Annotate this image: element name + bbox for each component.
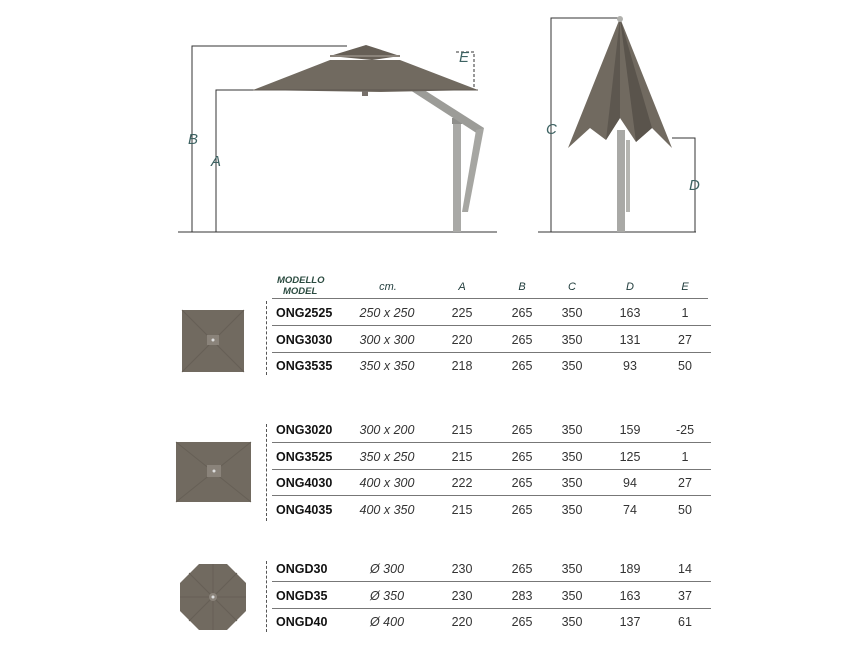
cell-d: 163 <box>619 588 641 603</box>
cell-a: 215 <box>451 449 473 464</box>
cell-b: 265 <box>511 502 533 517</box>
rectangle-canopy-thumbnail <box>175 441 252 503</box>
cell-size: 300 x 300 <box>359 332 415 347</box>
label-c: C <box>546 121 557 138</box>
cell-e: 27 <box>678 332 692 347</box>
cell-size: Ø 300 <box>369 562 405 576</box>
cell-d: 137 <box>619 615 641 629</box>
header-a: A <box>458 281 466 293</box>
cell-e: 50 <box>678 502 692 517</box>
row-divider <box>272 325 711 326</box>
cell-c: 350 <box>561 615 583 629</box>
cell-size: 400 x 300 <box>359 476 415 490</box>
cell-size: 250 x 250 <box>359 306 415 320</box>
cell-model: ONG4030 <box>276 476 333 490</box>
cell-d: 125 <box>619 449 641 464</box>
cell-b: 265 <box>511 332 533 347</box>
cell-a: 222 <box>451 476 473 490</box>
header-b: B <box>518 281 526 293</box>
label-e: E <box>459 49 470 66</box>
cell-size: Ø 350 <box>369 588 405 603</box>
cell-model: ONG3535 <box>276 359 333 373</box>
cell-b: 265 <box>511 476 533 490</box>
cell-a: 215 <box>451 423 473 437</box>
header-model: MODELLO MODEL <box>277 275 325 297</box>
cell-d: 94 <box>623 476 637 490</box>
square-canopy-thumbnail <box>181 309 245 373</box>
cell-e: 1 <box>681 449 689 464</box>
cell-c: 350 <box>561 562 583 576</box>
cell-e: 27 <box>678 476 692 490</box>
cell-c: 350 <box>561 359 583 373</box>
cell-size: 400 x 350 <box>359 502 415 517</box>
umbrella-canopy <box>253 60 478 92</box>
cell-size: 300 x 200 <box>359 423 415 437</box>
cell-model: ONG4035 <box>276 502 333 517</box>
cell-d: 163 <box>619 306 641 320</box>
cell-model: ONG3525 <box>276 449 333 464</box>
cell-e: 50 <box>678 359 692 373</box>
cell-size: Ø 400 <box>369 615 405 629</box>
cell-b: 265 <box>511 359 533 373</box>
round-canopy-thumbnail <box>179 563 247 631</box>
cell-e: 1 <box>681 306 689 320</box>
cell-model: ONG3030 <box>276 332 333 347</box>
cell-a: 225 <box>451 306 473 320</box>
cell-c: 350 <box>561 332 583 347</box>
cell-c: 350 <box>561 476 583 490</box>
cell-e: -25 <box>675 423 695 437</box>
header-c: C <box>568 281 576 293</box>
cell-c: 350 <box>561 306 583 320</box>
cell-model: ONGD40 <box>276 615 328 629</box>
front-view-diagram <box>538 16 700 232</box>
cell-b: 265 <box>511 423 533 437</box>
cell-c: 350 <box>561 588 583 603</box>
cell-a: 230 <box>451 562 473 576</box>
cell-a: 220 <box>451 615 473 629</box>
header-e: E <box>681 281 689 293</box>
cell-c: 350 <box>561 449 583 464</box>
row-divider <box>272 469 711 470</box>
cell-d: 189 <box>619 562 641 576</box>
cell-model: ONGD35 <box>276 588 328 603</box>
cell-model: ONG3020 <box>276 423 333 437</box>
row-divider <box>272 442 711 443</box>
cell-e: 37 <box>678 588 692 603</box>
umbrella-arm <box>410 86 484 134</box>
cell-b: 265 <box>511 449 533 464</box>
cell-a: 230 <box>451 588 473 603</box>
row-divider <box>272 352 711 353</box>
cell-d: 93 <box>623 359 637 373</box>
cell-size: 350 x 250 <box>359 449 415 464</box>
side-view-diagram <box>178 45 497 232</box>
umbrella-pole <box>453 118 461 232</box>
cell-model: ONG2525 <box>276 306 333 320</box>
cell-model: ONGD30 <box>276 562 328 576</box>
cell-d: 74 <box>623 502 637 517</box>
group-bracket-square <box>266 301 267 375</box>
dimension-line-a <box>216 90 258 232</box>
row-divider <box>272 495 711 496</box>
cell-e: 61 <box>678 615 692 629</box>
umbrella-strut <box>462 128 484 212</box>
label-b: B <box>188 131 199 148</box>
cell-b: 265 <box>511 306 533 320</box>
cell-b: 265 <box>511 562 533 576</box>
cell-a: 218 <box>451 359 473 373</box>
label-a: A <box>211 153 222 170</box>
canopy-top <box>330 45 400 60</box>
header-size: cm. <box>379 281 397 293</box>
cell-b: 283 <box>511 588 533 603</box>
cell-b: 265 <box>511 615 533 629</box>
row-divider <box>272 581 711 582</box>
group-bracket-round <box>266 561 267 632</box>
cell-size: 350 x 350 <box>359 359 415 373</box>
cell-d: 159 <box>619 423 641 437</box>
cell-a: 215 <box>451 502 473 517</box>
cell-c: 350 <box>561 502 583 517</box>
cell-a: 220 <box>451 332 473 347</box>
label-d: D <box>689 177 700 194</box>
cell-c: 350 <box>561 423 583 437</box>
header-d: D <box>626 281 634 293</box>
closed-pole <box>617 130 625 232</box>
group-bracket-rectangle <box>266 424 267 521</box>
umbrella-dimension-diagrams <box>0 0 862 250</box>
cell-d: 131 <box>619 332 641 347</box>
row-divider <box>272 608 711 609</box>
cell-e: 14 <box>678 562 692 576</box>
header-divider <box>272 298 708 299</box>
